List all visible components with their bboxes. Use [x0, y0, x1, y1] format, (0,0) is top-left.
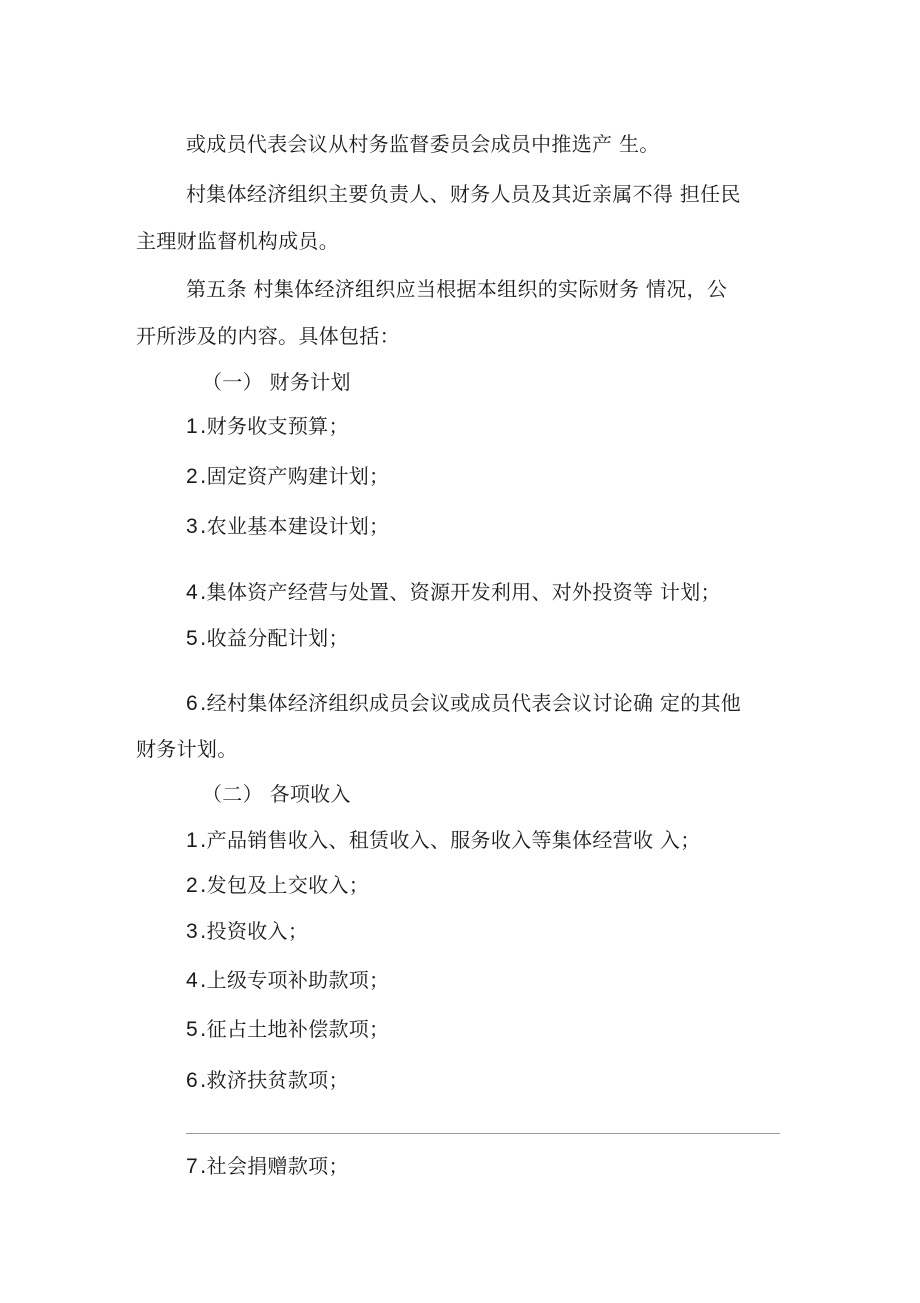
list-item-text: .发包及上交收入；: [199, 873, 370, 897]
section-heading: （一） 财务计划: [202, 370, 351, 394]
list-item: [186, 689, 741, 718]
list-item-text: .投资收入；: [199, 919, 309, 943]
list-item: [186, 624, 349, 653]
list-item-text: .上级专项补助款项；: [199, 968, 390, 992]
paragraph-line: 主理财监督机构成员。: [136, 229, 339, 253]
list-item: [186, 1015, 389, 1044]
list-item: [186, 826, 701, 855]
list-item-number: 2: [186, 465, 198, 488]
list-item-number: 3: [186, 515, 198, 538]
list-item: [186, 917, 308, 946]
list-item: [186, 462, 389, 491]
list-item: [186, 871, 369, 900]
list-item-number: 5: [186, 627, 198, 650]
list-item-number: 4: [186, 581, 198, 604]
horizontal-rule: [186, 1133, 780, 1134]
list-item-text: .收益分配计划；: [199, 626, 349, 650]
list-item-number: 4: [186, 969, 198, 992]
section-heading: （二） 各项收入: [202, 782, 351, 806]
list-item-text: .财务收支预算；: [199, 414, 349, 438]
list-item-number: 5: [186, 1018, 198, 1041]
list-item-number: 1: [186, 829, 198, 852]
list-item-text: .农业基本建设计划；: [199, 514, 390, 538]
list-item: [186, 1152, 349, 1181]
list-item-text: .产品销售收入、租赁收入、服务收入等集体经营收 入；: [199, 828, 701, 852]
list-item-text: .集体资产经营与处置、资源开发利用、对外投资等 计划；: [199, 580, 721, 604]
paragraph-line: 开所涉及的内容。具体包括：: [136, 324, 400, 348]
list-item: [186, 966, 389, 995]
list-item-number: 3: [186, 920, 198, 943]
paragraph-line: 第五条 村集体经济组织应当根据本组织的实际财务 情况，公: [186, 277, 728, 301]
paragraph-line: 村集体经济组织主要负责人、财务人员及其近亲属不得 担任民: [186, 182, 741, 206]
list-item-continuation: 财务计划。: [136, 737, 238, 761]
list-item-text: .社会捐赠款项；: [199, 1154, 349, 1178]
paragraph-line: 或成员代表会议从村务监督委员会成员中推选产 生。: [186, 132, 660, 156]
list-item-text: .征占土地补偿款项；: [199, 1017, 390, 1041]
list-item: [186, 512, 389, 541]
list-item-number: 2: [186, 874, 198, 897]
list-item: [186, 412, 349, 441]
list-item: [186, 578, 721, 607]
list-item-text: .固定资产购建计划；: [199, 464, 390, 488]
list-item-number: 1: [186, 415, 198, 438]
list-item-text: .经村集体经济组织成员会议或成员代表会议讨论确 定的其他: [199, 691, 742, 715]
list-item-text: .救济扶贫款项；: [199, 1068, 349, 1092]
list-item-number: 6: [186, 692, 198, 715]
list-item-number: 7: [186, 1155, 198, 1178]
list-item: [186, 1066, 349, 1095]
list-item-number: 6: [186, 1069, 198, 1092]
